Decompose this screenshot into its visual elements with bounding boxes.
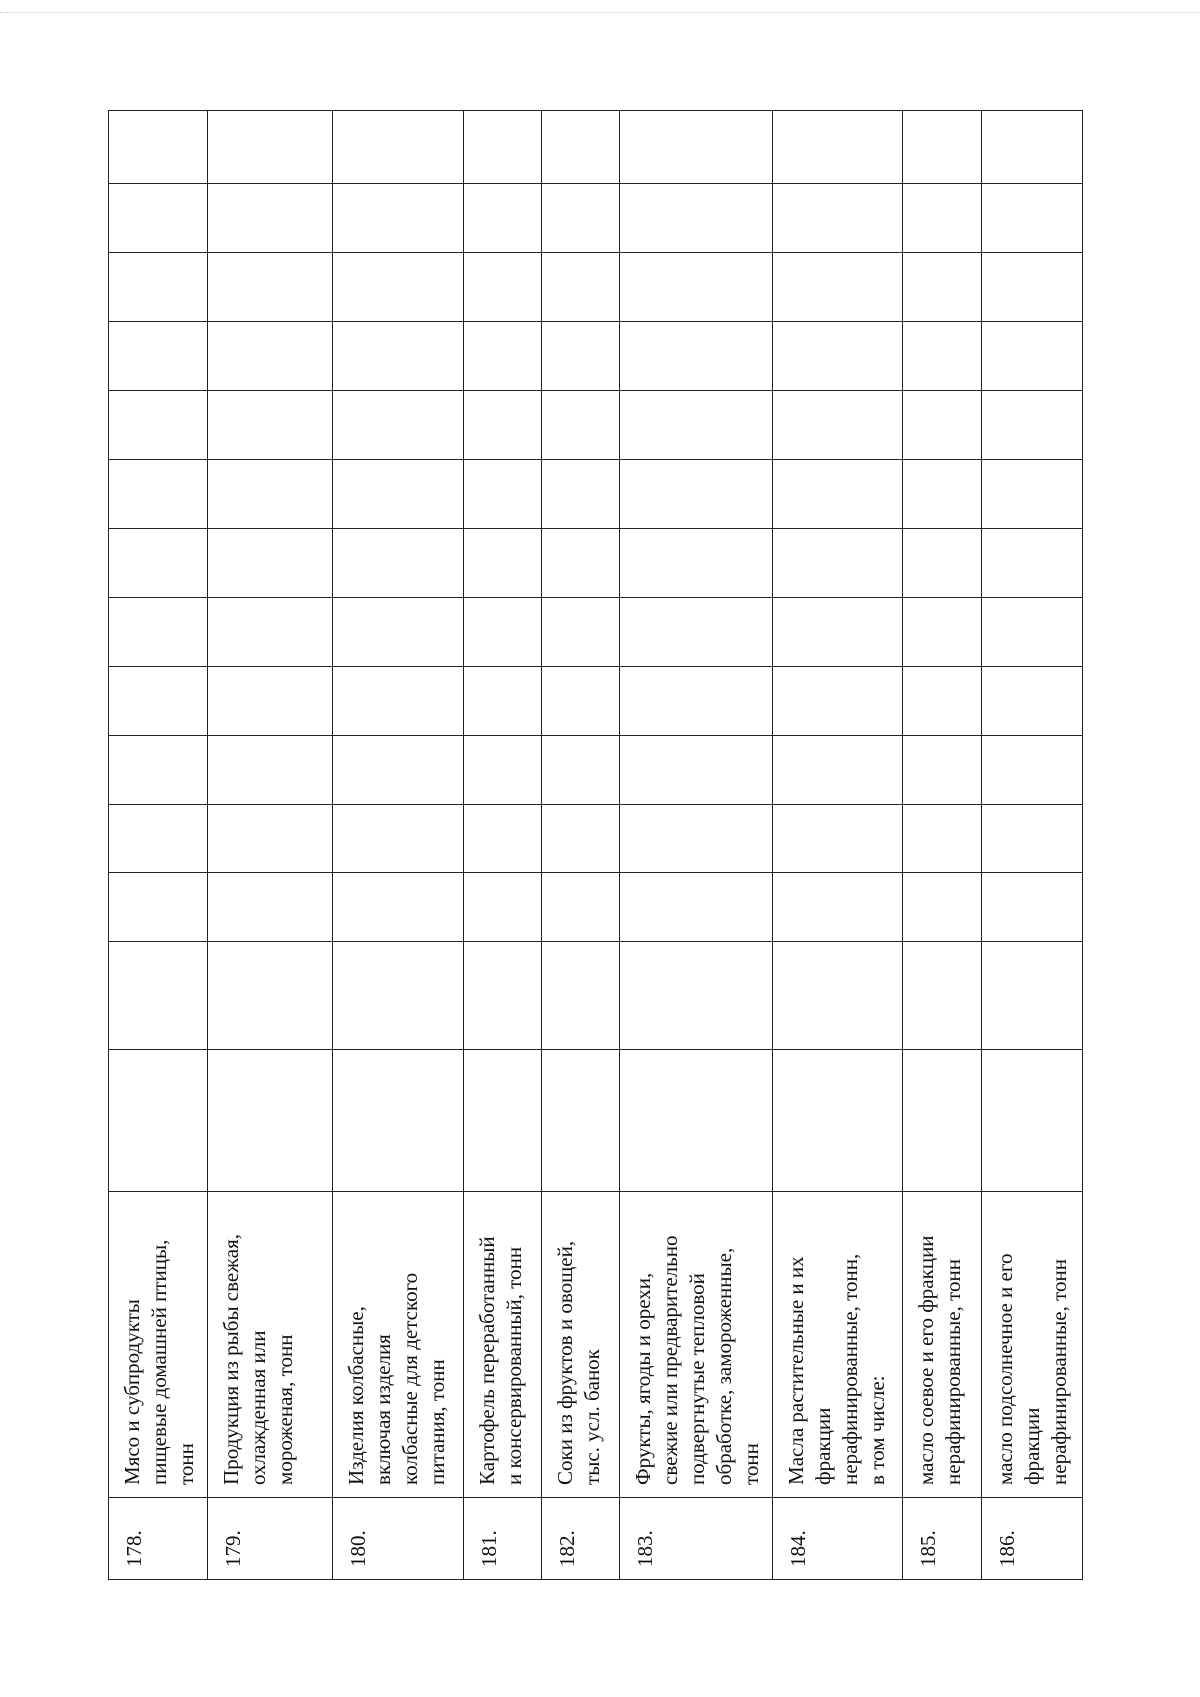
empty-cell[interactable] — [208, 873, 333, 942]
empty-cell[interactable] — [542, 735, 620, 804]
row-number: 182. — [542, 1497, 620, 1579]
empty-cell[interactable] — [772, 391, 902, 460]
empty-cell[interactable] — [333, 391, 463, 460]
empty-cell[interactable] — [333, 459, 463, 528]
empty-cell[interactable] — [903, 666, 981, 735]
empty-cell[interactable] — [208, 597, 333, 666]
empty-cell[interactable] — [620, 111, 772, 184]
empty-cell[interactable] — [208, 459, 333, 528]
empty-cell[interactable] — [620, 253, 772, 322]
empty-cell[interactable] — [109, 1049, 208, 1191]
empty-cell[interactable] — [981, 666, 1082, 735]
empty-cell[interactable] — [542, 873, 620, 942]
row-label: Соки из фруктов и овощей, тыс. усл. банок — [542, 1191, 620, 1497]
empty-cell[interactable] — [333, 873, 463, 942]
empty-cell[interactable] — [463, 1049, 541, 1191]
table-row — [903, 111, 981, 1580]
empty-cell[interactable] — [109, 942, 208, 1049]
empty-cell[interactable] — [463, 253, 541, 322]
empty-cell[interactable] — [981, 873, 1082, 942]
empty-cell[interactable] — [109, 597, 208, 666]
empty-cell[interactable] — [981, 253, 1082, 322]
empty-cell[interactable] — [772, 873, 902, 942]
empty-cell[interactable] — [772, 322, 902, 391]
empty-cell[interactable] — [333, 666, 463, 735]
row-number: 184. — [772, 1497, 902, 1579]
empty-cell[interactable] — [542, 804, 620, 873]
row-label: Масла растительные и их фракции нерафинированные, тонн, в том числе: — [772, 1191, 902, 1497]
empty-cell[interactable] — [620, 942, 772, 1049]
empty-cell[interactable] — [772, 459, 902, 528]
empty-cell[interactable] — [981, 804, 1082, 873]
empty-cell[interactable] — [903, 942, 981, 1049]
empty-cell[interactable] — [333, 322, 463, 391]
empty-cell[interactable] — [542, 597, 620, 666]
empty-cell[interactable] — [981, 391, 1082, 460]
empty-cell[interactable] — [903, 873, 981, 942]
row-number: 185. — [903, 1497, 981, 1579]
empty-cell[interactable] — [109, 391, 208, 460]
row-label: Фрукты, ягоды и орехи, свежие или предварительно подвергнутые тепловой обработке, замороженные, тонн — [620, 1191, 772, 1497]
empty-cell[interactable] — [463, 804, 541, 873]
empty-cell[interactable] — [542, 253, 620, 322]
empty-cell[interactable] — [903, 322, 981, 391]
empty-cell[interactable] — [333, 111, 463, 184]
row-label: масло подсолнечное и его фракции нерафинированные, тонн — [981, 1191, 1082, 1497]
row-label: Картофель переработанный и консервированный, тонн — [463, 1191, 541, 1497]
empty-cell[interactable] — [542, 1049, 620, 1191]
empty-cell[interactable] — [981, 184, 1082, 253]
empty-cell[interactable] — [109, 873, 208, 942]
empty-cell[interactable] — [903, 804, 981, 873]
empty-cell[interactable] — [542, 942, 620, 1049]
empty-cell[interactable] — [109, 459, 208, 528]
empty-cell[interactable] — [981, 111, 1082, 184]
empty-cell[interactable] — [903, 459, 981, 528]
empty-cell[interactable] — [620, 184, 772, 253]
empty-cell[interactable] — [542, 111, 620, 184]
empty-cell[interactable] — [333, 184, 463, 253]
empty-cell[interactable] — [981, 942, 1082, 1049]
empty-cell[interactable] — [333, 1049, 463, 1191]
empty-cell[interactable] — [981, 735, 1082, 804]
empty-cell[interactable] — [463, 597, 541, 666]
empty-cell[interactable] — [620, 528, 772, 597]
empty-cell[interactable] — [208, 111, 333, 184]
row-number: 180. — [333, 1497, 463, 1579]
table-row — [109, 111, 208, 1580]
row-number: 181. — [463, 1497, 541, 1579]
empty-cell[interactable] — [208, 1049, 333, 1191]
empty-cell[interactable] — [109, 322, 208, 391]
empty-cell[interactable] — [463, 391, 541, 460]
table-row — [981, 111, 1082, 1580]
row-number: 186. — [981, 1497, 1082, 1579]
empty-cell[interactable] — [333, 253, 463, 322]
empty-cell[interactable] — [620, 322, 772, 391]
empty-cell[interactable] — [772, 666, 902, 735]
empty-cell[interactable] — [208, 804, 333, 873]
empty-cell[interactable] — [208, 253, 333, 322]
empty-cell[interactable] — [542, 528, 620, 597]
empty-cell[interactable] — [903, 1049, 981, 1191]
empty-cell[interactable] — [333, 942, 463, 1049]
empty-cell[interactable] — [772, 1049, 902, 1191]
empty-cell[interactable] — [109, 804, 208, 873]
empty-cell[interactable] — [109, 184, 208, 253]
row-label: Изделия колбасные, включая изделия колбасные для детского питания, тонн — [333, 1191, 463, 1497]
empty-cell[interactable] — [109, 735, 208, 804]
empty-cell[interactable] — [542, 184, 620, 253]
empty-cell[interactable] — [772, 804, 902, 873]
empty-cell[interactable] — [620, 391, 772, 460]
empty-cell[interactable] — [772, 942, 902, 1049]
empty-cell[interactable] — [620, 459, 772, 528]
empty-cell[interactable] — [109, 528, 208, 597]
empty-cell[interactable] — [463, 322, 541, 391]
empty-cell[interactable] — [333, 804, 463, 873]
rotated-page — [108, 110, 1083, 1580]
empty-cell[interactable] — [620, 597, 772, 666]
empty-cell[interactable] — [463, 873, 541, 942]
empty-cell[interactable] — [208, 528, 333, 597]
empty-cell[interactable] — [981, 1049, 1082, 1191]
empty-cell[interactable] — [208, 184, 333, 253]
empty-cell[interactable] — [463, 942, 541, 1049]
empty-cell[interactable] — [981, 528, 1082, 597]
empty-cell[interactable] — [903, 735, 981, 804]
empty-cell[interactable] — [772, 111, 902, 184]
empty-cell[interactable] — [981, 459, 1082, 528]
empty-cell[interactable] — [981, 597, 1082, 666]
empty-cell[interactable] — [772, 253, 902, 322]
table-row — [333, 111, 463, 1580]
empty-cell[interactable] — [772, 597, 902, 666]
empty-cell[interactable] — [903, 528, 981, 597]
empty-cell[interactable] — [903, 111, 981, 184]
empty-cell[interactable] — [981, 322, 1082, 391]
empty-cell[interactable] — [772, 184, 902, 253]
empty-cell[interactable] — [463, 184, 541, 253]
empty-cell[interactable] — [208, 391, 333, 460]
empty-cell[interactable] — [620, 666, 772, 735]
empty-cell[interactable] — [542, 666, 620, 735]
empty-cell[interactable] — [772, 528, 902, 597]
row-number: 183. — [620, 1497, 772, 1579]
row-label: Продукция из рыбы свежая, охлажденная или мороженая, тонн — [208, 1191, 333, 1497]
table-row — [208, 111, 333, 1580]
row-label: Мясо и субпродукты пищевые домашней птицы, тонн — [109, 1191, 208, 1497]
empty-cell[interactable] — [333, 735, 463, 804]
empty-cell[interactable] — [903, 253, 981, 322]
empty-cell[interactable] — [208, 666, 333, 735]
empty-cell[interactable] — [463, 666, 541, 735]
empty-cell[interactable] — [208, 942, 333, 1049]
empty-cell[interactable] — [109, 666, 208, 735]
empty-cell[interactable] — [542, 322, 620, 391]
empty-cell[interactable] — [463, 111, 541, 184]
row-number: 178. — [109, 1497, 208, 1579]
empty-cell[interactable] — [333, 597, 463, 666]
empty-cell[interactable] — [109, 253, 208, 322]
empty-cell[interactable] — [620, 1049, 772, 1191]
empty-cell[interactable] — [333, 528, 463, 597]
empty-cell[interactable] — [903, 391, 981, 460]
row-number: 179. — [208, 1497, 333, 1579]
empty-cell[interactable] — [208, 322, 333, 391]
empty-cell[interactable] — [903, 184, 981, 253]
empty-cell[interactable] — [463, 459, 541, 528]
table-row — [772, 111, 902, 1580]
row-label: масло соевое и его фракции нерафинированные, тонн — [903, 1191, 981, 1497]
empty-cell[interactable] — [542, 391, 620, 460]
empty-cell[interactable] — [620, 873, 772, 942]
empty-cell[interactable] — [542, 459, 620, 528]
scan-edge-line — [0, 12, 1200, 13]
table-row — [620, 111, 772, 1580]
empty-cell[interactable] — [903, 597, 981, 666]
empty-cell[interactable] — [620, 804, 772, 873]
table-row — [463, 111, 541, 1580]
empty-cell[interactable] — [109, 111, 208, 184]
empty-cell[interactable] — [463, 528, 541, 597]
empty-cell[interactable] — [620, 735, 772, 804]
empty-cell[interactable] — [463, 735, 541, 804]
table-row — [542, 111, 620, 1580]
empty-cell[interactable] — [772, 735, 902, 804]
empty-cell[interactable] — [208, 735, 333, 804]
data-table — [108, 110, 1083, 1580]
